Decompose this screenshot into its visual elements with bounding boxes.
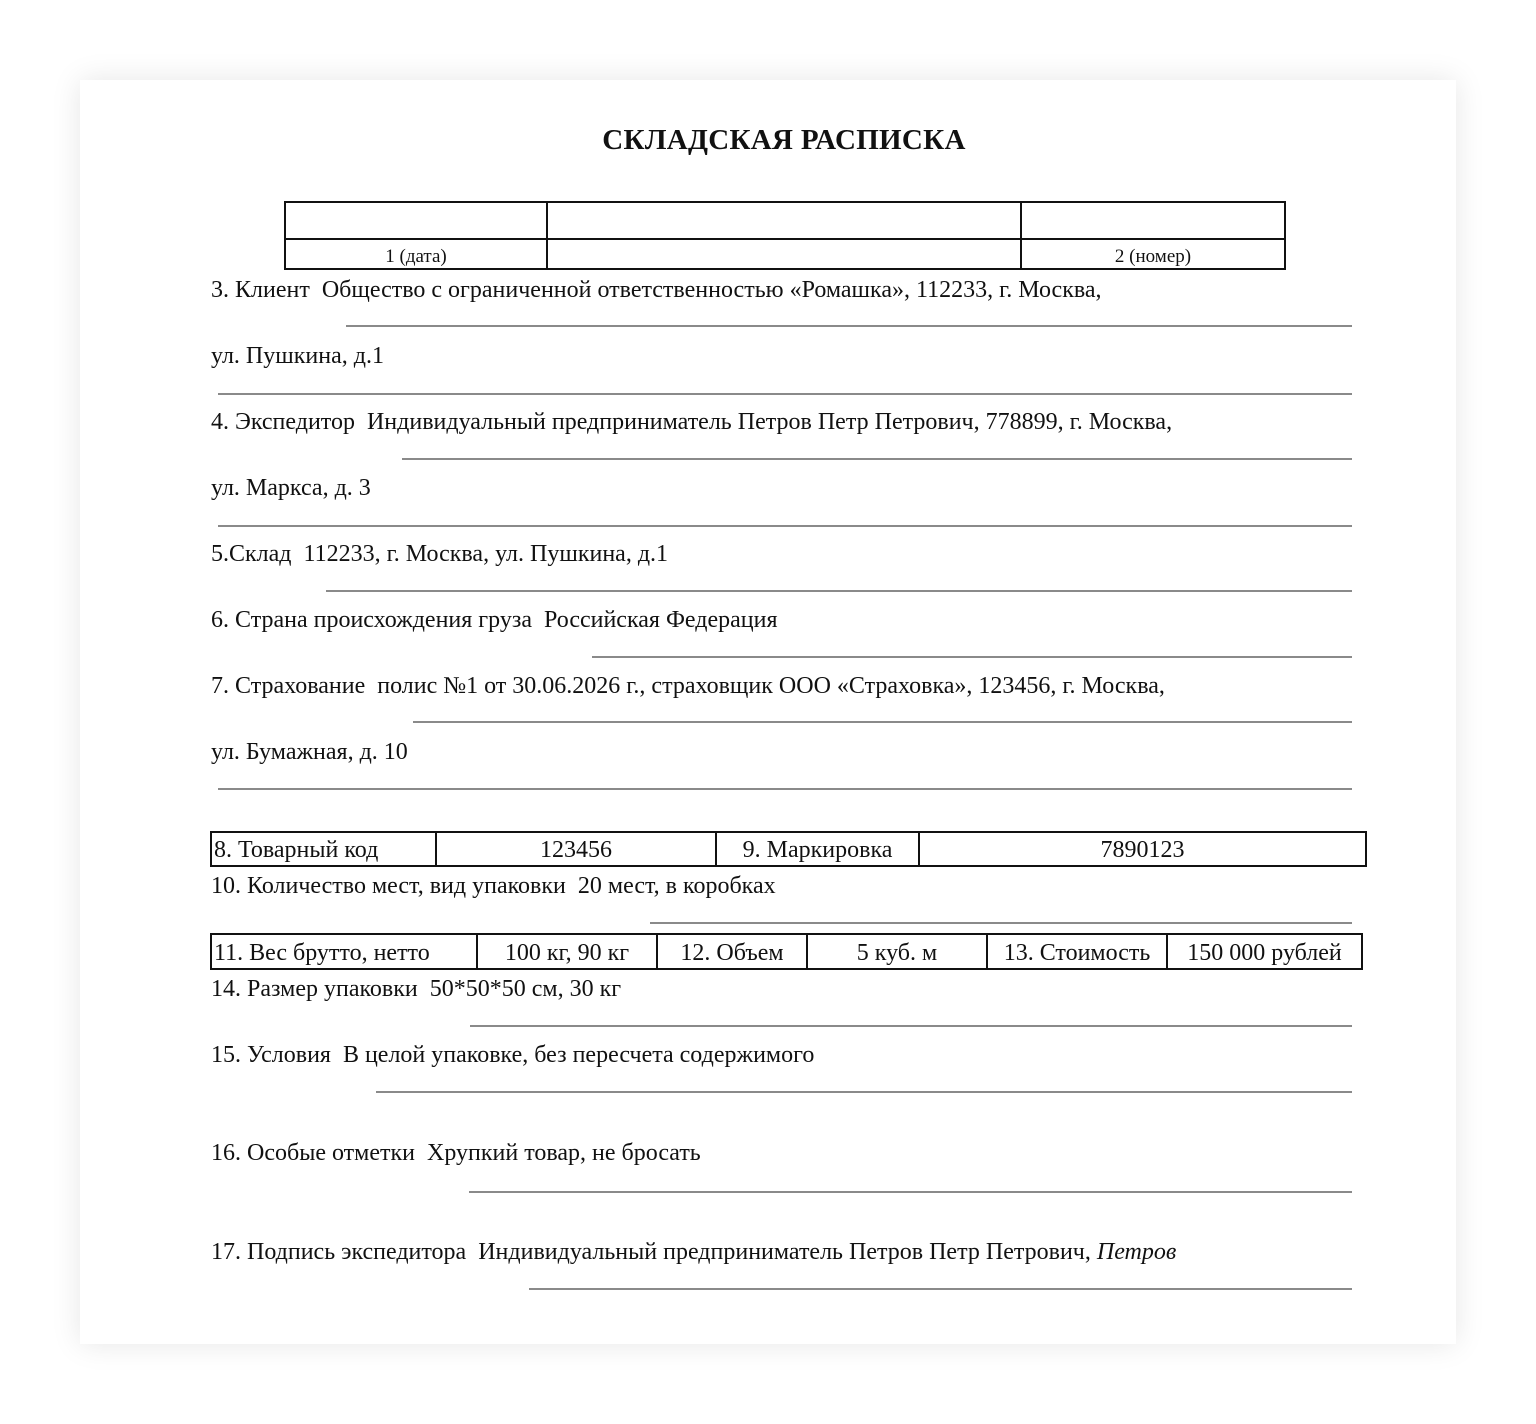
product-code-value[interactable]: 123456 (436, 832, 716, 866)
special-notes-value: Хрупкий товар, не бросать (426, 1140, 701, 1166)
client-underline-2 (218, 393, 1352, 395)
pack-size-underline (470, 1025, 1352, 1027)
insurance-label: 7. Страхование (211, 673, 366, 699)
signature-label: 17. Подпись экспедитора (211, 1239, 467, 1265)
client-label: 3. Клиент (211, 277, 310, 303)
blank-caption (547, 239, 1021, 269)
marking-value[interactable]: 7890123 (919, 832, 1366, 866)
pack-size-label: 14. Размер упаковки (211, 976, 418, 1002)
origin-underline (592, 656, 1352, 658)
cost-label: 13. Стоимость (987, 934, 1167, 969)
forwarder-value-line2: ул. Маркса, д. 3 (211, 475, 371, 501)
packages-field (211, 872, 776, 900)
warehouse-label: 5.Склад (211, 541, 292, 567)
insurance-value-line2: ул. Бумажная, д. 10 (211, 739, 408, 765)
client-value-line2: ул. Пушкина, д.1 (211, 343, 384, 369)
conditions-label: 15. Условия (211, 1042, 331, 1068)
code-marking-table (210, 831, 1367, 867)
packages-value: 20 мест, в коробках (577, 873, 776, 899)
forwarder-label: 4. Экспедитор (211, 409, 355, 435)
conditions-field (211, 1041, 814, 1069)
client-value-line1: Общество с ограниченной ответственностью «Ромашка», 112233, г. Москва, (321, 277, 1102, 303)
pack-size-field (211, 975, 621, 1003)
product-code-label: 8. Товарный код (211, 832, 436, 866)
warehouse-value: 112233, г. Москва, ул. Пушкина, д.1 (303, 541, 669, 567)
forwarder-underline-1 (402, 458, 1352, 460)
pack-size-value: 50*50*50 см, 30 кг (429, 976, 622, 1002)
weight-label: 11. Вес брутто, нетто (211, 934, 477, 969)
special-notes-label: 16. Особые отметки (211, 1140, 415, 1166)
conditions-value: В целой упаковке, без пересчета содержимого (342, 1042, 815, 1068)
date-cell[interactable] (285, 202, 547, 239)
packages-label: 10. Количество мест, вид упаковки (211, 873, 566, 899)
special-notes-underline (469, 1191, 1352, 1193)
forwarder-value-line1: Индивидуальный предприниматель Петров Петр Петрович, 778899, г. Москва, (366, 409, 1173, 435)
weight-volume-cost-table (210, 933, 1363, 970)
blank-cell (547, 202, 1021, 239)
forwarder-underline-2 (218, 525, 1352, 527)
number-cell[interactable] (1021, 202, 1285, 239)
weight-value[interactable]: 100 кг, 90 кг (477, 934, 657, 969)
insurance-underline-1 (413, 721, 1352, 723)
warehouse-field (211, 540, 668, 568)
handwritten-signature: Петров (1096, 1239, 1177, 1265)
forwarder-field (211, 408, 1172, 436)
origin-field (211, 606, 778, 634)
packages-underline (650, 922, 1352, 924)
client-underline-1 (346, 325, 1352, 327)
special-notes-field (211, 1139, 701, 1167)
cost-value[interactable]: 150 000 рублей (1167, 934, 1362, 969)
volume-value[interactable]: 5 куб. м (807, 934, 987, 969)
date-caption: 1 (дата) (285, 239, 547, 269)
date-number-table (284, 201, 1286, 270)
document-title: СКЛАДСКАЯ РАСПИСКА (602, 124, 966, 156)
client-field (211, 276, 1102, 304)
insurance-underline-2 (218, 788, 1352, 790)
signature-value: Индивидуальный предприниматель Петров Петр Петрович, (478, 1239, 1091, 1265)
origin-value: Российская Федерация (543, 607, 778, 633)
signature-underline (529, 1288, 1352, 1290)
insurance-field (211, 672, 1165, 700)
number-caption: 2 (номер) (1021, 239, 1285, 269)
volume-label: 12. Объем (657, 934, 807, 969)
origin-label: 6. Страна происхождения груза (211, 607, 532, 633)
signature-field (211, 1238, 1176, 1266)
marking-label: 9. Маркировка (716, 832, 919, 866)
conditions-underline (376, 1091, 1352, 1093)
insurance-value-line1: полис №1 от 30.06.2026 г., страховщик ООО «Страховка», 123456, г. Москва, (377, 673, 1165, 699)
warehouse-underline (326, 590, 1352, 592)
